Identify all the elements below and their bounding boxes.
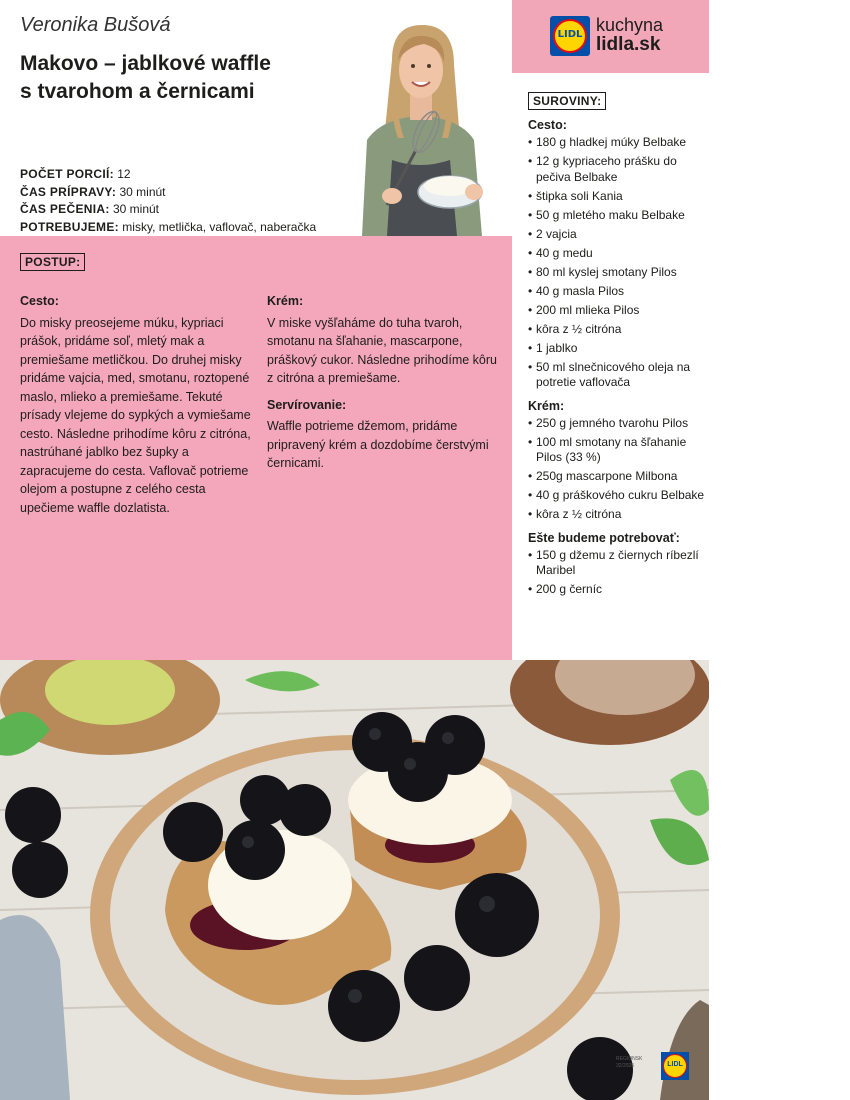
meta-prep-time xyxy=(20,184,316,202)
method-cream-column xyxy=(267,292,503,481)
ingredients-panel xyxy=(528,92,708,601)
ingredient-item: • 12 g kypriaceho prášku do pečiva Belbake xyxy=(528,154,708,185)
ingredient-item: • 40 g práškového cukru Belbake xyxy=(528,488,708,504)
chef-portrait xyxy=(342,20,492,236)
method-cream-text: V miske vyšľaháme do tuha tvaroh, smotanu na šľahanie, mascarpone, práškový cukor. Následne prihodíme kôru z citróna a premiešame. xyxy=(267,315,497,385)
ingredient-item: • 1 jablko xyxy=(528,341,708,357)
ingredient-item: • kôra z ½ citróna xyxy=(528,322,708,338)
footer-issue-tag xyxy=(616,1056,642,1070)
recipe-meta xyxy=(20,166,316,236)
brand-line2: lidla.sk xyxy=(596,34,661,55)
meta-portions xyxy=(20,166,316,184)
ingredients-section-title: Ešte budeme potrebovať: xyxy=(528,530,680,545)
ingredient-item: • 40 g masla Pilos xyxy=(528,284,708,300)
method-serving-title: Servírovanie: xyxy=(267,397,347,412)
ingredient-item: • 50 g mletého maku Belbake xyxy=(528,208,708,224)
footer-tag-line1: REGIONSK xyxy=(616,1056,643,1062)
ingredients-sections xyxy=(528,118,708,598)
ingredient-item: • 250g mascarpone Milbona xyxy=(528,469,708,485)
ingredients-list xyxy=(528,416,708,523)
meta-tools-label: POTREBUJEME: xyxy=(20,219,119,234)
brand-site-name xyxy=(596,16,663,54)
author-name: Veronika Bušová xyxy=(20,14,171,36)
ingredient-item: • kôra z ½ citróna xyxy=(528,507,708,523)
ingredient-item: • 2 vajcia xyxy=(528,227,708,243)
ingredient-item: • 200 g černíc xyxy=(528,582,708,598)
meta-prep-value: 30 minút xyxy=(119,184,166,199)
meta-bake-time xyxy=(20,201,316,219)
method-dough-title: Cesto: xyxy=(20,294,59,308)
lidl-logo xyxy=(550,16,590,56)
footer-tag-line2: 32/2025 xyxy=(616,1063,635,1069)
ingredient-item: • 150 g džemu z čiernych ríbezlí Maribel xyxy=(528,548,708,579)
method-panel xyxy=(0,236,512,662)
meta-tools xyxy=(20,219,316,237)
ingredient-item: • 50 ml slnečnicového oleja na potretie vaflovača xyxy=(528,360,708,391)
waffle-photo xyxy=(0,660,709,1100)
ingredient-item: • 80 ml kyslej smotany Pilos xyxy=(528,265,708,281)
meta-portions-label: POČET PORCIÍ: xyxy=(20,167,114,181)
ingredients-list xyxy=(528,548,708,598)
recipe-title-line2: s tvarohom a černicami xyxy=(20,80,255,103)
footer-logo-text: LIDL xyxy=(667,1061,683,1068)
meta-tools-value: misky, metlička, vaflovač, naberačka xyxy=(122,219,317,234)
brand-header[interactable] xyxy=(512,0,709,73)
ingredient-item: • 180 g hladkej múky Belbake xyxy=(528,135,708,151)
method-dough-text: Do misky preosejeme múku, kypriaci prášok, pridáme soľ, mletý mak a premiešame metličkou. Do druhej misky pridáme vajcia, med, smotanu, roztopené maslo, mlieko a premiešame. Tekuté prísady vlejeme do sypkých a vymiešame cesto. Následne prihodíme kôru z citróna, nastrúhané jablko bez šupky a zapracujeme do cesta. Vaflovač potrieme olejom a postupne z celého cesta upečieme waffle dozlatista. xyxy=(20,315,251,515)
meta-bake-value: 30 minút xyxy=(112,202,159,216)
meta-bake-label: ČAS PEČENIA: xyxy=(20,202,110,216)
method-dough-column xyxy=(20,292,256,525)
ingredient-item: • 100 ml smotany na šľahanie Pilos (33 %) xyxy=(528,435,708,466)
meta-portions-value: 12 xyxy=(117,167,131,181)
ingredients-list xyxy=(528,135,708,391)
method-serving-text: Waffle potrieme džemom, pridáme pripravený krém a dozdobíme čerstvými černicami. xyxy=(267,419,489,470)
meta-prep-label: ČAS PRÍPRAVY: xyxy=(20,184,117,199)
footer-lidl-logo xyxy=(661,1052,689,1080)
recipe-title xyxy=(20,50,340,106)
ingredients-section-title: Cesto: xyxy=(528,118,567,132)
ingredient-item: • 200 ml mlieka Pilos xyxy=(528,303,708,319)
method-cream-title: Krém: xyxy=(267,294,304,308)
ingredients-section-title: Krém: xyxy=(528,398,565,413)
method-label: POSTUP: xyxy=(20,253,85,271)
recipe-title-line1: Makovo – jablkové waffle xyxy=(20,52,271,75)
brand-line1: kuchyna xyxy=(596,15,664,35)
ingredients-label: SUROVINY: xyxy=(528,92,606,110)
ingredient-item: • 250 g jemného tvarohu Pilos xyxy=(528,416,708,432)
ingredient-item: • 40 g medu xyxy=(528,246,708,262)
ingredient-item: • štipka soli Kania xyxy=(528,189,708,205)
lidl-logo-text: LIDL xyxy=(557,29,583,40)
